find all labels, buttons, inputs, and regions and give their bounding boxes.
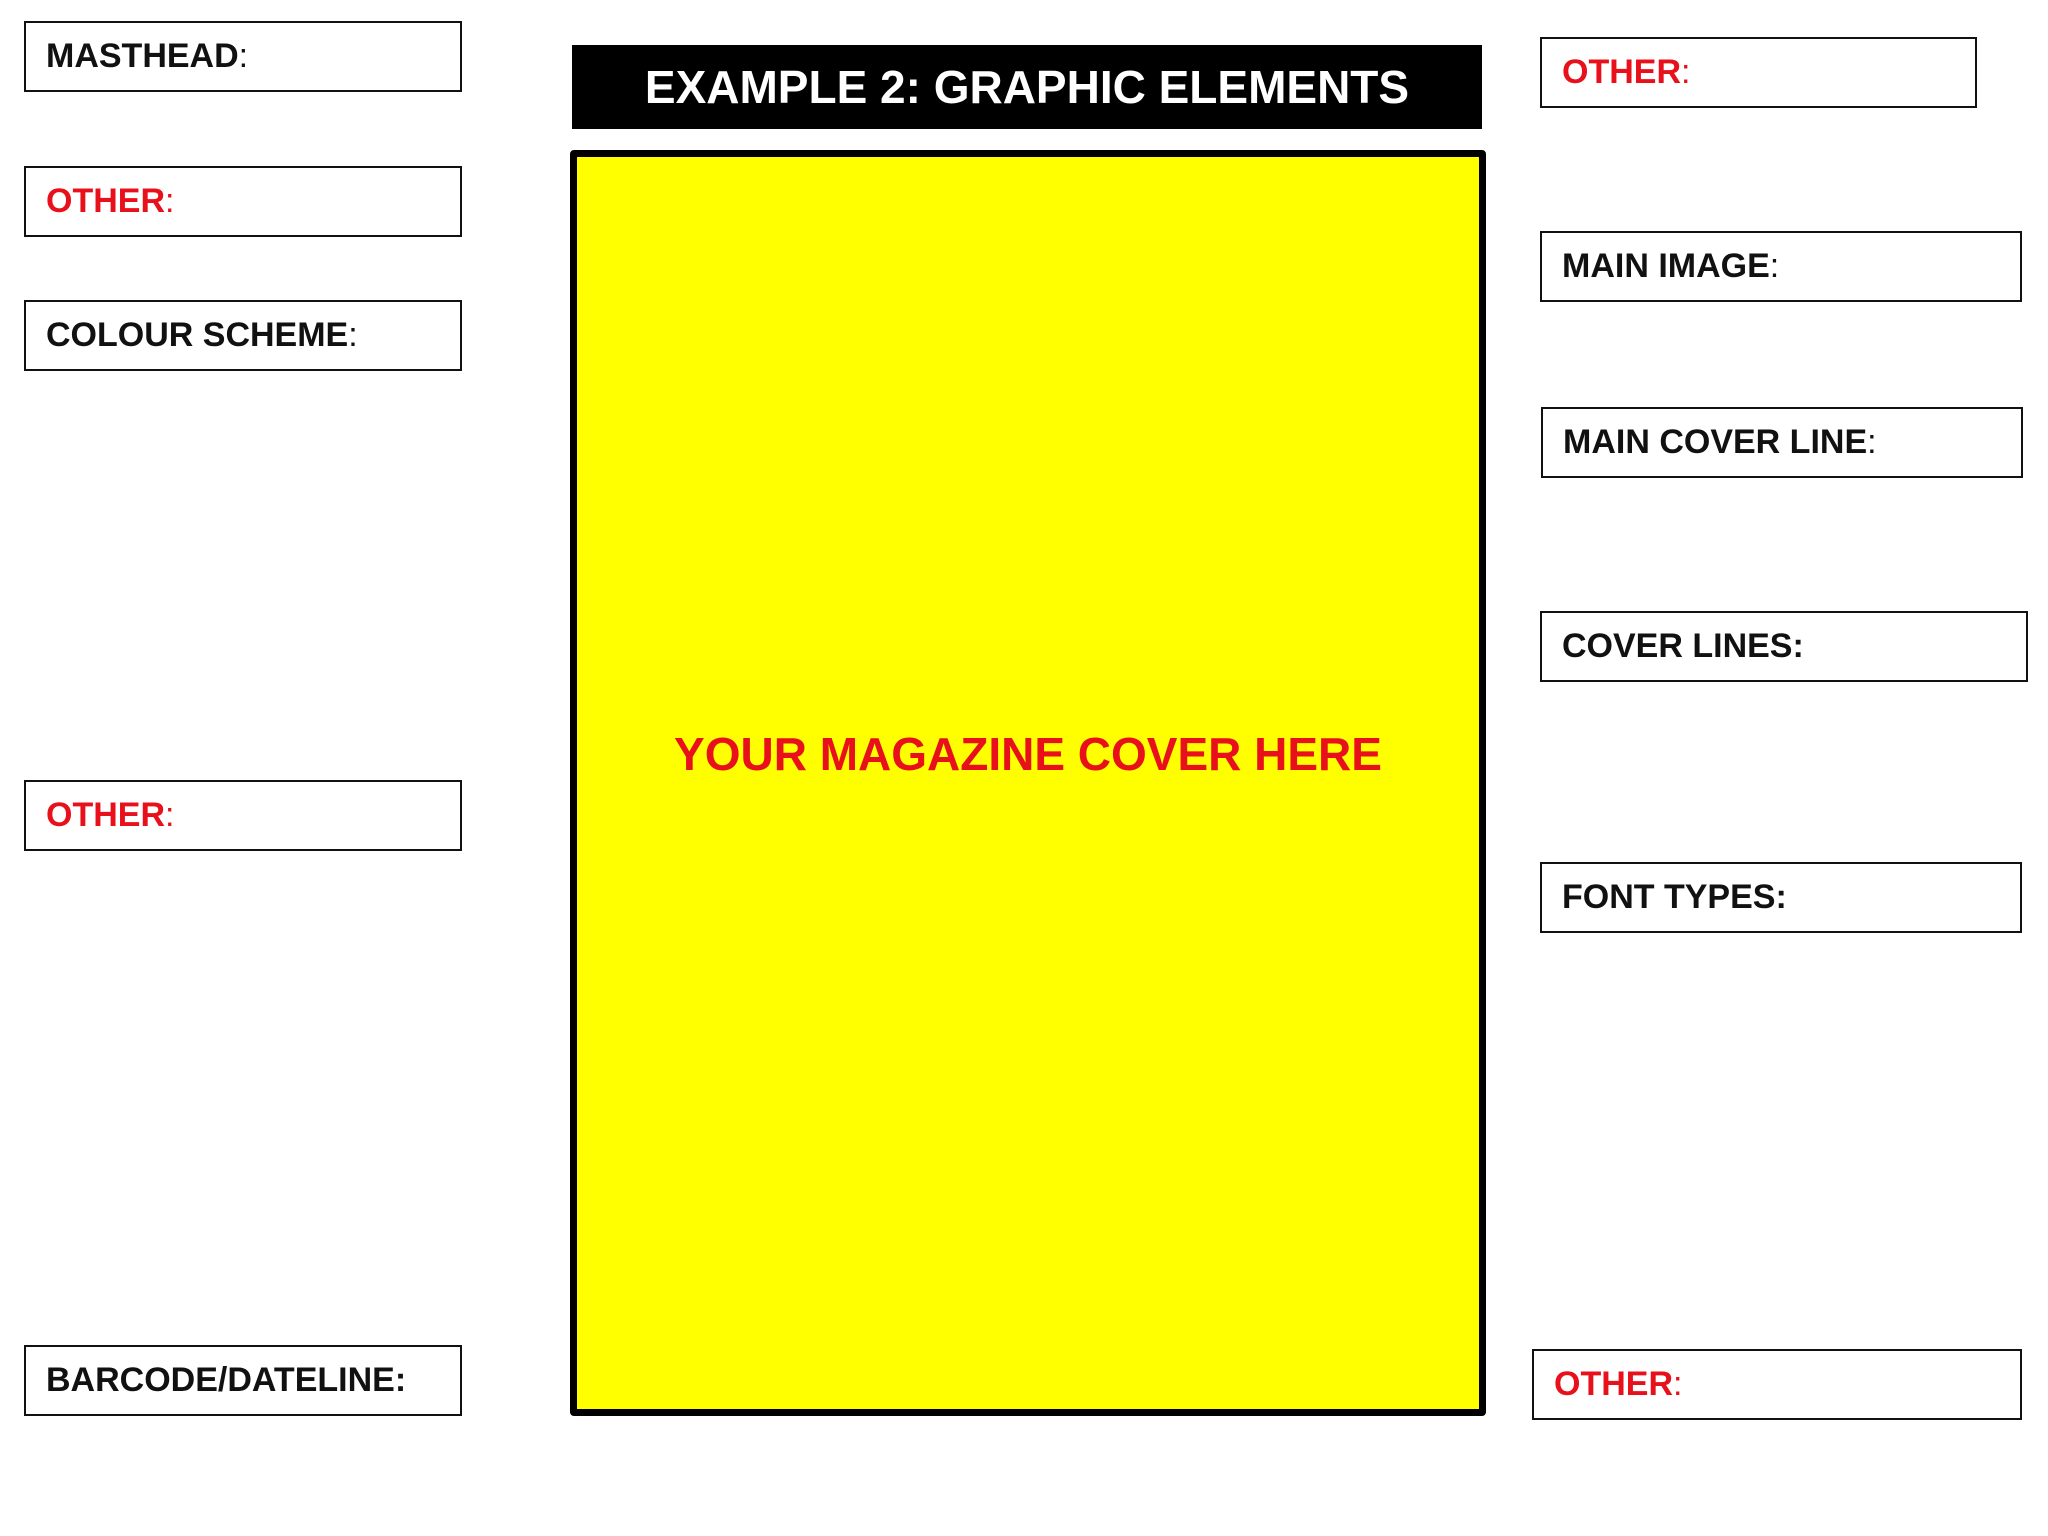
other-label-box-left-2[interactable] bbox=[24, 780, 462, 851]
colour-scheme-label-box[interactable] bbox=[24, 300, 462, 371]
masthead-label: MASTHEAD bbox=[46, 37, 239, 75]
main-cover-line-colon: : bbox=[1867, 423, 1877, 461]
cover-lines-colon: : bbox=[1792, 627, 1804, 665]
main-image-colon: : bbox=[1769, 247, 1780, 285]
barcode-dateline-label: BARCODE/DATELINE bbox=[46, 1361, 395, 1399]
other-colon: : bbox=[165, 796, 175, 834]
font-types-label-box[interactable] bbox=[1540, 862, 2022, 933]
barcode-dateline-label-box[interactable] bbox=[24, 1345, 462, 1416]
other-label: OTHER bbox=[46, 796, 165, 834]
main-cover-line-label: MAIN COVER LINE bbox=[1563, 423, 1868, 461]
colour-scheme-label: COLOUR SCHEME bbox=[46, 316, 349, 354]
main-image-label-box[interactable] bbox=[1540, 231, 2022, 302]
main-cover-line-label-box[interactable] bbox=[1541, 407, 2023, 478]
other-colon: : bbox=[1673, 1365, 1683, 1403]
cover-placeholder-text: YOUR MAGAZINE COVER HERE bbox=[674, 728, 1382, 780]
other-colon: : bbox=[165, 182, 175, 220]
masthead-colon: : bbox=[238, 37, 249, 75]
font-types-colon: : bbox=[1775, 878, 1787, 916]
other-label-box-right-bottom[interactable] bbox=[1532, 1349, 2022, 1420]
main-image-label: MAIN IMAGE bbox=[1562, 247, 1770, 285]
other-label: OTHER bbox=[1562, 53, 1681, 91]
page-title: EXAMPLE 2: GRAPHIC ELEMENTS bbox=[572, 45, 1482, 129]
font-types-label: FONT TYPES bbox=[1562, 878, 1776, 916]
other-label-box-right-top[interactable] bbox=[1540, 37, 1977, 108]
cover-lines-label: COVER LINES bbox=[1562, 627, 1793, 665]
colour-scheme-colon: : bbox=[348, 316, 358, 354]
other-colon: : bbox=[1681, 53, 1691, 91]
barcode-dateline-colon: : bbox=[394, 1361, 407, 1399]
magazine-cover-placeholder[interactable] bbox=[570, 150, 1486, 1416]
other-label: OTHER bbox=[46, 182, 165, 220]
other-label: OTHER bbox=[1554, 1365, 1673, 1403]
other-label-box-left-1[interactable] bbox=[24, 166, 462, 237]
cover-lines-label-box[interactable] bbox=[1540, 611, 2028, 682]
masthead-label-box[interactable] bbox=[24, 21, 462, 92]
